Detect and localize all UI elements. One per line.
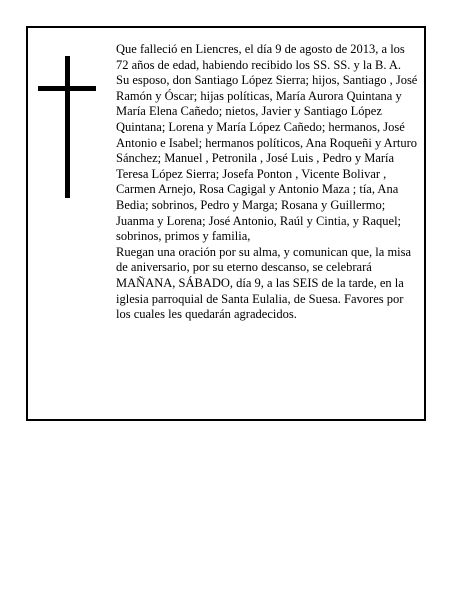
mass-announcement: Ruegan una oración por su alma, y comunican que, la misa de aniversario, por su eterno descanso, se celebrará MAÑANA, SÁBADO, día 9, a las SEIS de la tarde, en la iglesia parroquial de Santa Eulalia, de Suesa. Favores por los cuales les quedarán agradecidos. [116,244,412,322]
death-announcement: Que falleció en Liencres, el día 9 de agosto de 2013, a los 72 años de edad, habiendo recibido los SS. SS. y la B. A. [116,42,405,72]
cross-icon [38,56,96,198]
cross-horizontal-bar [38,86,96,91]
cross-vertical-bar [65,56,70,198]
obituary-notice [26,26,426,421]
obituary-text [116,42,420,323]
family-list: Su esposo, don Santiago López Sierra; hijos, Santiago , José Ramón y Óscar; hijas políticas, María Aurora Quintana y María Elena Cañedo; nietos, Javier y Santiago López Quintana; Lorena y María López Cañedo; hermanos, José Antonio e Isabel; hermanos políticos, Ana Roqueñi y Arturo Sánchez; Manuel , Petronila , José Luis , Pedro y María Teresa López Sierra; Josefa Ponton , Vicente Bolivar , Carmen Arnejo, Rosa Cagigal y Antonio Maza ; tía, Ana Bedia; sobrinos, Pedro y Marga; Rosana y Guillermo; Juanma y Lorena; José Antonio, Raúl y Cintia, y Raquel; sobrinos, primos y familia, [116,73,418,244]
